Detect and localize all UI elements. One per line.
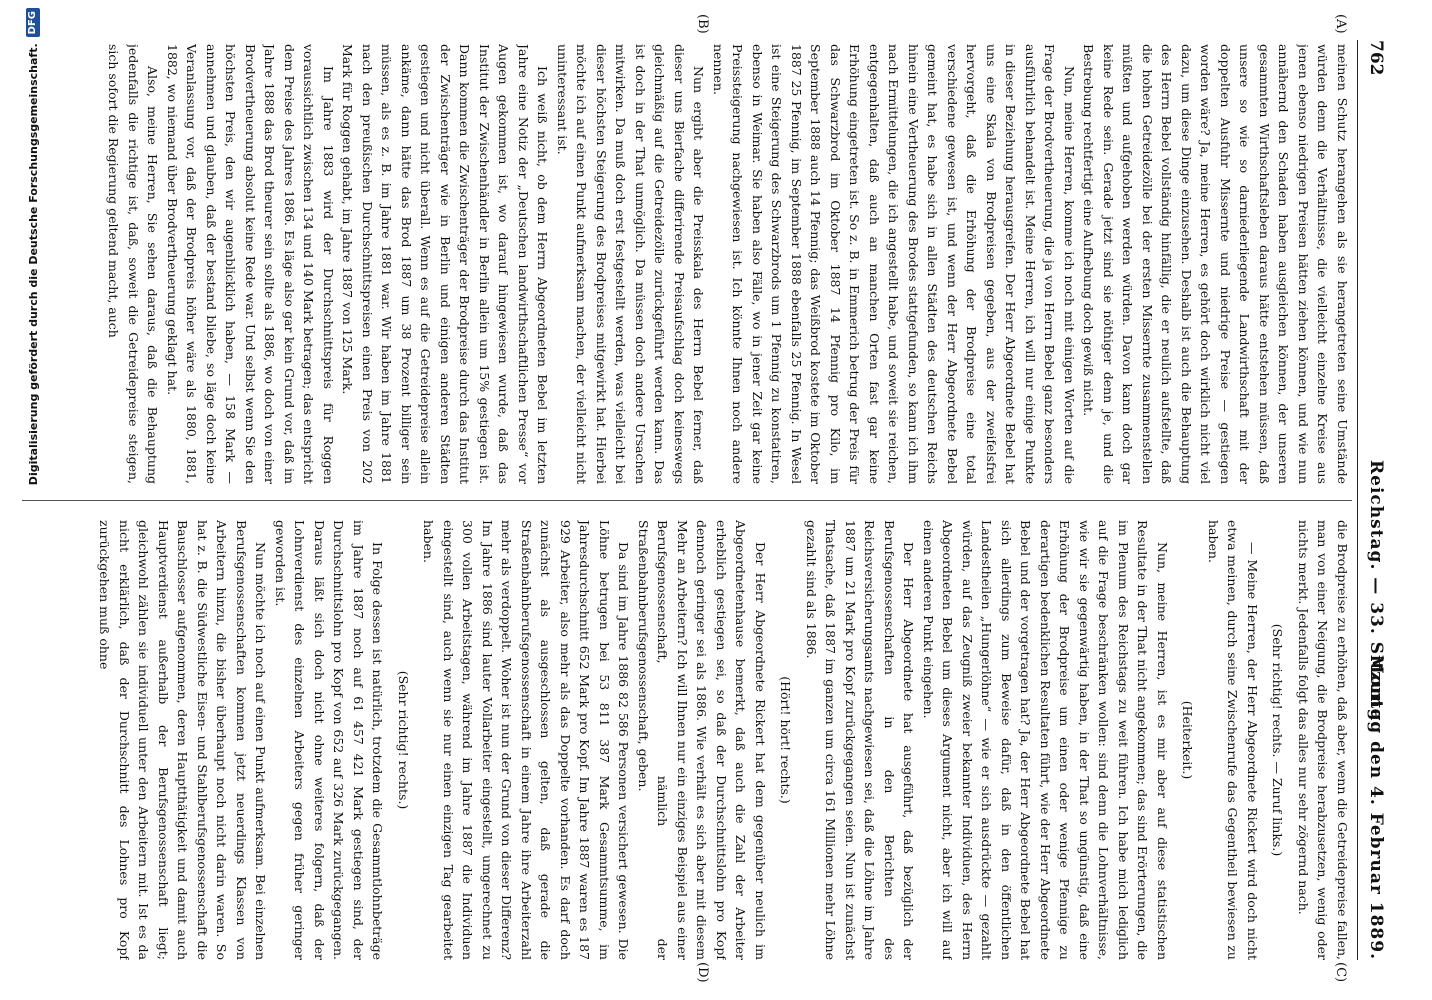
left-paragraph-3: Nun ergibt aber die Preisskala des Herrn Bebel ferner, daß dieser uns Bierfache differirende Preisaufschlag doch keineswegs gleichmäßig auf die Getreidezölle zurückgeführt werden kann. Das ist doch in der That unmöglich. Da müssen doch andere Ursachen mitwirken. Da muß doch erst festgestellt werden, was vielleicht bei dieser höchsten Steigerung des Brodpreises mitgewirkt hat. Hierbei möchte ich auf einen Punkt aufmerksam machen, der vielleicht nicht uninteressant ist. bbox=[555, 44, 707, 484]
right-interjection-3: (Hört! hört! rechts.) bbox=[778, 676, 794, 804]
right-paragraph-1: die Brodpreise zu erhöhen, daß aber, wenn die Getreidepreise fallen, man von einer Neigung, die Brodpreise herabzusetzen, wenig oder nichts merkt. Jedenfalls folgt das alles nur sehr zögernd nach. bbox=[1296, 520, 1350, 960]
header-rule bbox=[1357, 40, 1358, 960]
margin-marker-a: (A) bbox=[1333, 14, 1348, 34]
page-header bbox=[1360, 40, 1390, 960]
footer-note-text: Digitalisierung gefördert durch die Deutsche Forschungsgemeinschaft. bbox=[26, 43, 40, 486]
right-paragraph-2: — Meine Herren, der Herr Abgeordnete Rickert wird doch nicht etwa meinen, durch seine Zwischenrufe das Gegentheil bewiesen zu haben. bbox=[1206, 520, 1260, 960]
left-paragraph-2: Nun, meine Herren, komme ich noch mit einigen Worten auf die Frage der Brodvertheuerung, die ja von Herrn Bebel ganz besonders ausführlich behandelt ist. Meine Herren, ich will nur einige Punkte in dieser Beziehung herausgreifen. Der Herr Abgeordnete Bebel hat uns eine Skala von Brodpreisen gegeben, aus der zweifelsfrei hervorgeht, daß die Erhöhung der Brodpreise eine total verschiedene gewesen ist, und wenn der Herr Abgeordnete Bebel gemeint hat, es habe sich in allen Städten des deutschen Reichs hinein eine Vertheuerung des Brodes stattgefunden, so kann ich ihm nach Ermittelungen, die ich angestellt habe, und soweit sie reichen, entgegenhalten, daß auch an manchen Orten fast gar keine Erhöhung eingetreten ist. So z. B. in Emmerich betrug der Preis für das Schwarzbrod im Oktober 1887 14 Pfennig pro Kilo, im September 1888 auch 14 Pfennig; das Weißbrod kostete im Oktober 1887 25 Pfennig, im September 1888 ebenfalls 25 Pfennig. In Wesel ist eine Steigerung des Schwarzbrods um 1 Pfennig zu konstatiren, ebenso in Weimar. Sie haben also Fälle, wo in jener Zeit gar keine Preissteigerung nachgewiesen ist. Ich könnte Ihnen noch andere nennen. bbox=[711, 44, 1077, 484]
session-date: Montag den 4. Februar 1889. bbox=[1366, 654, 1386, 960]
footer-strip bbox=[0, 0, 40, 1000]
right-interjection-1: (Sehr richtig! rechts. — Zuruf links.) bbox=[1270, 623, 1286, 857]
page-number: 762 bbox=[1366, 40, 1386, 76]
digitization-note bbox=[22, 0, 44, 1000]
left-column bbox=[22, 44, 1352, 484]
right-column bbox=[22, 520, 1352, 960]
margin-marker-c: (C) bbox=[1333, 962, 1348, 983]
right-interjection-4: (Sehr richtig! rechts.) bbox=[396, 670, 411, 810]
right-paragraph-6: Da sind im Jahre 1886 82 586 Personen versichert gewesen. Die Löhne betrugen bei 53 811 387 Mark Gesammtsumme, im Jahresdurchschnitt 652 Mark pro Kopf. Im Jahre 1887 waren es 187 929 Arbeiter, also mehr als das Doppelte vorhanden. Es darf doch zunächst als ausgeschlossen gelten, daß gerade die Straßenbahnberufsgenossenschaft in einem Jahre ihre Arbeiterzahl mehr als verdoppelt. Woher ist nun der Grund von dieser Differenz? Im Jahre 1886 sind lauter Vollarbeiter eingestellt, umgerechnet zu 300 vollen Arbeitstagen, während im Jahre 1887 die Individuen eingestellt sind, auch wenn sie nur einen einzigen Tag gearbeitet haben. bbox=[421, 520, 632, 960]
margin-marker-b: (B) bbox=[695, 14, 710, 34]
left-paragraph-6: Also, meine Herren, Sie sehen daraus, daß die Behauptung jedenfalls die richtige ist, daß, soweit die Getreidepreise steigen, sich sofort die Regierung geltend macht, auch bbox=[106, 44, 161, 484]
right-paragraph-5: Der Herr Abgeordnete Rickert hat dem gegenüber neulich im Abgeordnetenhause bemerkt, daß auch die Zahl der Arbeiter erheblich gestiegen sei, so daß der Durchschnittslohn pro Kopf dennoch geringer sei als 1886. Wie verhält es sich aber mit diesem Mehr an Arbeitern? Ich will Ihnen nur ein einziges Beispiel aus einer Berufsgenossenschaft, nämlich der Straßenbahnberufsgenossenschaft, geben. bbox=[636, 520, 768, 960]
left-paragraph-5: Im Jahre 1883 wird der Durchschnittspreis für Roggen voraussichtlich zwischen 134 und 140 Mark betragen; das entspricht dem Preise des Jahres 1886. Es läge also gar kein Grund vor, daß im Jahre 1888 das Brod theurer sein sollte als 1886, wo doch von einer Brodvertheuerung absolut keine Rede war. Und selbst wenn Sie den höchsten Preis, den wir augenblicklich haben, — 158 Mark — annehmen und glauben, daß der bestand bliebe, so läge doch keine Veranlassung vor, daß der Brodpreis höher wäre als 1880, 1881, 1882, wo niemand über Brodvertheuerung geklagt hat. bbox=[165, 44, 336, 484]
left-paragraph-1: meinen Schutz herangehen als sie herangetreten seine Umstände würden denn die Verhältnisse, die vielleicht einzelne Kreise aus jenen ebenso niedrigen Preisen hätten ziehen können, und wie nun annähernd den Schaden haben ausgleichen können, der unseren gesammten Wirthschaftsleben daraus hätte entstehen müssen, daß unsere so wie so darniederliegende Landwirthschaft mit der doppelten Ausfuhr Missernte und niedrige Preise — gestiegen worden wäre? Ja, meine Herren, es gehört doch wirklich nicht viel dazu, um diese Dinge einzusehen. Deshalb ist auch die Behauptung des Herrn Bebel vollständig hinfällig, die er neulich aufstellte, daß die hohen Getreidezölle bei der ersten Missernte zusammenstellen müßten und aufgehoben werden würden. Davon kann doch gar keine Rede sein. Gerade jetzt sind sie nöthiger denn je, und die Bestrebung rechtfertigt eine Aufhebung doch gewiß nicht. bbox=[1081, 44, 1350, 484]
session-title: Reichstag. — 33. Sitzung. bbox=[1366, 460, 1386, 729]
left-paragraph-4: Ich weiß nicht, ob dem Herrn Abgeordneten Bebel im letzten Jahre eine Notiz der „Deutschen landwirthschaftlichen Presse“ vor Augen gekommen ist, wo darauf hingewiesen wurde, daß das Institut der Zwischenhändler in Berlin allein um 15% gestiegen ist. Dann kommen die Zwischenträger der Brodpreise durch das Institut der Zwischenträger wie in Berlin und einigen anderen Städten gestiegen und nicht überall. Wenn es auf die Getreidepreise allein ankäme, dann hätte das Brod 1887 um 38 Prozent billiger sein müssen, als es z. B. im Jahre 1881 war. Wir haben im Jahre 1881 nach den preußischen Durchschnittspreisen einen Preis von 202 Mark für Roggen gehabt, im Jahre 1887 von 125 Mark. bbox=[340, 44, 551, 484]
right-interjection-2: (Heiterkeit.) bbox=[1180, 700, 1196, 780]
right-paragraph-4: Der Herr Abgeordnete hat ausgeführt, daß bezüglich der Berufsgenossenschaften in den Berichten des Reichsversicherungsamts nachgewiesen sei, daß die Löhne im Jahre 1887 um 21 Mark pro Kopf zurückgegangen seien. Nun ist zunächst Thatsache, daß 1887 im ganzen um circa 161 Millionen mehr Löhne gezahlt sind als 1886. bbox=[804, 520, 917, 960]
margin-marker-d: (D) bbox=[695, 962, 710, 983]
dfg-logo: DFG bbox=[26, 8, 40, 37]
right-paragraph-7: In Folge dessen ist natürlich, trotzdem die Gesammtlohnbeträge im Jahre 1887 noch auf 61 457 421 Mark gestiegen sind, der Durchschnittslohn pro Kopf von 652 auf 326 Mark zurückgegangen. Daraus läßt sich doch nicht ohne weiteres folgern, daß der Lohnverdienst des einzelnen Arbeiters gegen früher geringer geworden ist. bbox=[273, 520, 386, 960]
right-paragraph-8: Nun möchte ich noch auf einen Punkt aufmerksam. Bei einzelnen Berufsgenossenschaften kommen jetzt neuerdings Klassen von Arbeitern hinzu, die bisher überhaupt noch nicht darin waren. So hat z. B. die Südwestliche Eisen- und Stahlberufsgenossenschaft die Bauschlosser aufgenommen, deren Hauptthätigkeit und damit auch Hauptverdienst außerhalb der Berufsgenossenschaft liegt; gleichwohl zählen sie individuell unter den Arbeitern mit. Ist es da nicht erklärlich, daß der Durchschnitt des Lohnes pro Kopf zurückgehen muß ohne bbox=[97, 520, 269, 960]
right-paragraph-3: Nun, meine Herren, ist es mir aber auf diese statistischen Resultate in der That nicht angekommen; das sind Erörterungen, die im Plenum des Reichstags zu weit führen. Ich habe mich lediglich auf die Frage beschränken wollen: sind denn die Lohnverhältnisse, wie wir sie gegenwärtig haben, in der That so ungünstig, daß eine Erhöhung der Brodpreise um einen oder wenige Pfennige zu derartigen bedenklichen Resultaten führt, wie der Herr Abgeordnete Bebel und der vorgetragen hat? Ja, der Herr Abgeordnete Bebel hat sich allerdings zum Beweise dafür, daß in den öffentlichen Landestheilen „Hungerlöhne“ — wie er sich ausdrückte — gezahlt würden, auf das Zeugniß zweier bekannter Individuen, des Herrn Abgeordneten Bebel um dieses Argument nicht, aber ich will auf einen anderen Punkt eingehen. bbox=[921, 520, 1170, 960]
column-divider bbox=[22, 500, 1352, 501]
